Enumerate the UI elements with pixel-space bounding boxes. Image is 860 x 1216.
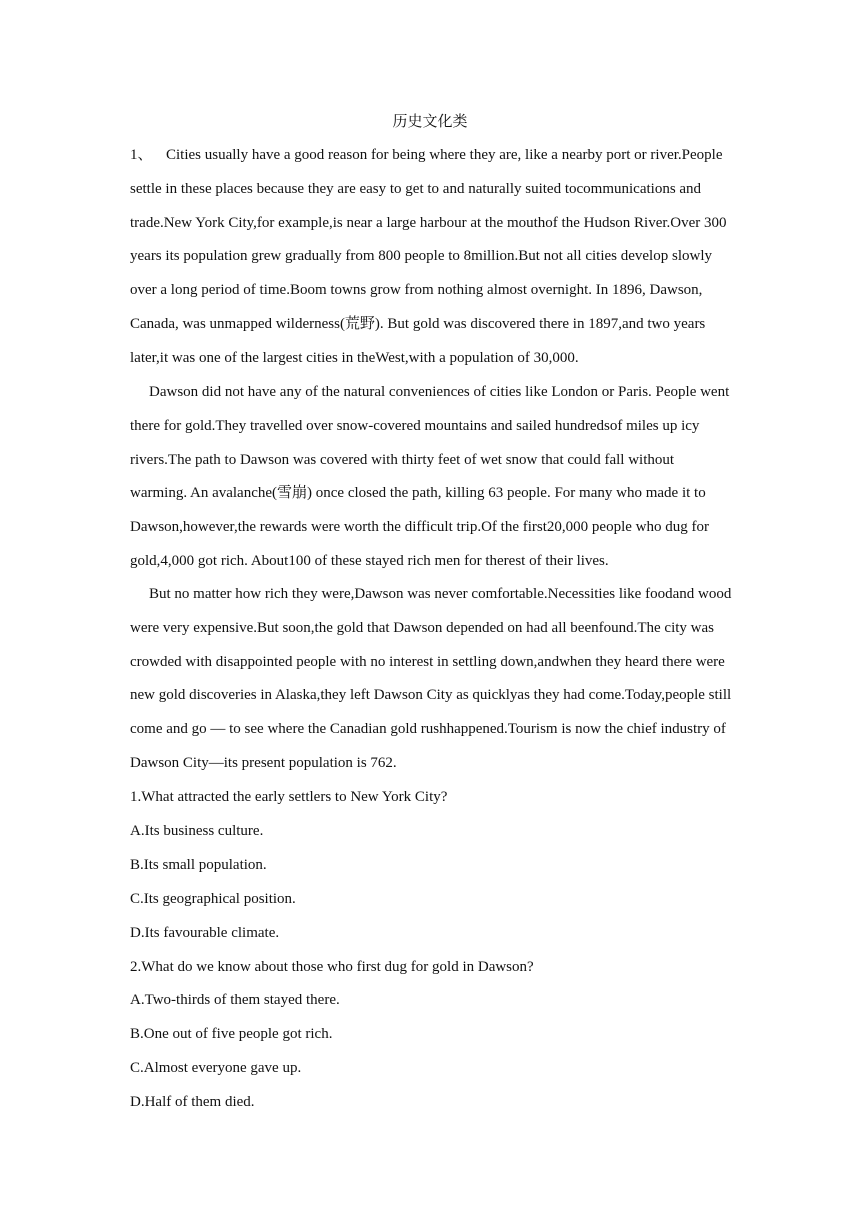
question-2-stem: 2.What do we know about those who first dug for gold in Dawson? bbox=[130, 959, 534, 975]
passage-number: 1、 bbox=[130, 147, 153, 163]
question-1-option-b: B.Its small population. bbox=[130, 857, 267, 873]
page-title: 历史文化类 bbox=[392, 114, 468, 130]
passage-paragraph-1 bbox=[130, 139, 732, 376]
passage-paragraph-3: But no matter how rich they were,Dawson was never comfortable.Necessities like foodand wood were very expensive.But soon,the gold that Dawson depended on had all beenfound.The city was crowded with disappointed people with no interest in settling down,andwhen they heard there were new gold discoveries in Alaska,they left Dawson City as quicklyas they had come.Today,people still come and go — to see where the Canadian gold rushhappened.Tourism is now the chief industry of Dawson City—its present population is 762. bbox=[130, 586, 732, 771]
question-2-option-b: B.One out of five people got rich. bbox=[130, 1026, 333, 1042]
question-1-option-d: D.Its favourable climate. bbox=[130, 925, 280, 941]
question-1-option-c: C.Its geographical position. bbox=[130, 891, 296, 907]
question-2-option-d: D.Half of them died. bbox=[130, 1094, 255, 1110]
question-2-option-a: A.Two-thirds of them stayed there. bbox=[130, 992, 340, 1008]
question-1-stem: 1.What attracted the early settlers to New York City? bbox=[130, 789, 448, 805]
paragraph-1-text: Cities usually have a good reason for being where they are, like a nearby port or river.People settle in these places because they are easy to get to and naturally suited tocommunications and trade.New York City,for example,is near a large harbour at the mouthof the Hudson River.Over 300 years its population grew gradually from 800 people to 8million.But not all cities develop slowly over a long period of time.Boom towns grow from nothing almost overnight. In 1896, Dawson, Canada, was unmapped wilderness(荒野). But gold was discovered there in 1897,and two years later,it was one of the largest cities in theWest,with a population of 30,000. bbox=[130, 147, 727, 366]
question-2-option-c: C.Almost everyone gave up. bbox=[130, 1060, 302, 1076]
question-1-option-a: A.Its business culture. bbox=[130, 823, 264, 839]
passage-paragraph-2: Dawson did not have any of the natural conveniences of cities like London or Paris. People went there for gold.They travelled over snow-covered mountains and sailed hundredsof miles up icy rivers.The path to Dawson was covered with thirty feet of wet snow that could fall without warming. An avalanche(雪崩) once closed the path, killing 63 people. For many who made it to Dawson,however,the rewards were worth the difficult trip.Of the first20,000 people who dug for gold,4,000 got rich. About100 of these stayed rich men for therest of their lives. bbox=[130, 384, 730, 569]
